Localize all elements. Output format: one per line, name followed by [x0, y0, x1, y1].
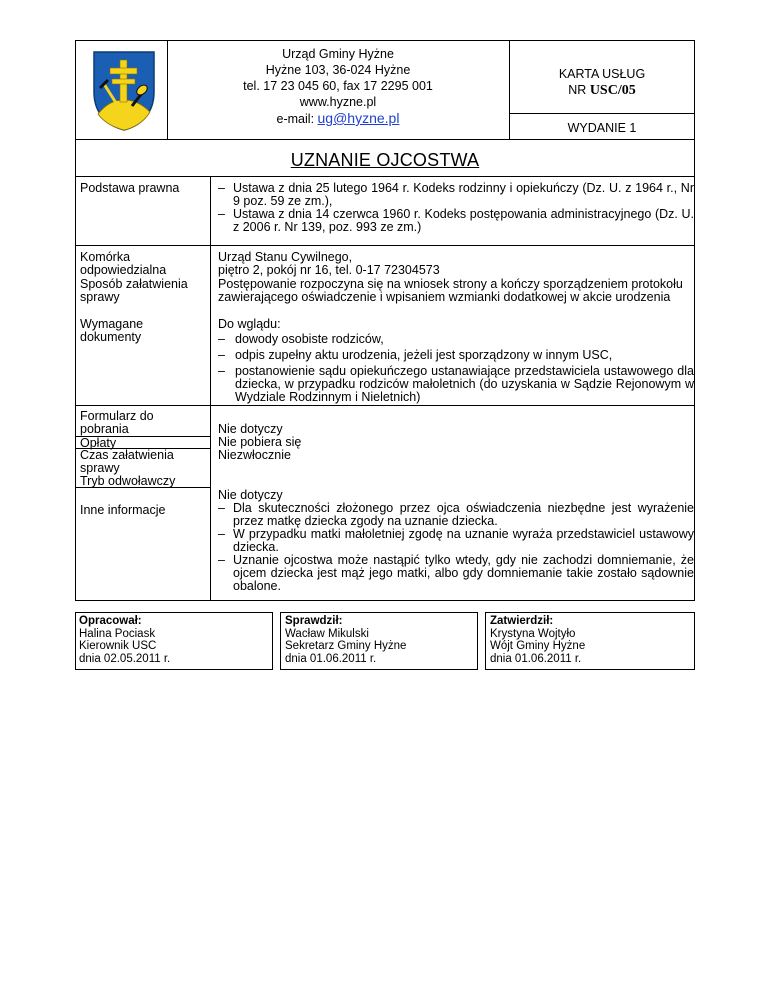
legal-basis-item: – Ustawa z dnia 14 czerwca 1960 r. Kodeks postępowania administracyjnego (Dz. U. z 2006 r. Nr 139, poz. 993 ze zm.) [218, 208, 694, 234]
documents-item: – dowody osobiste rodziców, [218, 333, 694, 346]
approved-date: dnia 01.06.2011 r. [490, 652, 582, 665]
approved-role: Wójt Gminy Hyżne [490, 640, 586, 652]
card-number [510, 82, 694, 99]
row-divider [75, 245, 695, 246]
header-divider-edition [509, 113, 695, 114]
other-item: – Uznanie ojcostwa może nastąpić tylko wtedy, gdy nie zachodzi domniemanie, że ojcem dziecka jest mąż jego matki, albo gdy domniemanie takie zostało sądownie obalone. [218, 554, 694, 593]
prepared-title: Opracował: [79, 615, 142, 627]
card-info [510, 66, 694, 99]
documents-intro: Do wglądu: [218, 317, 281, 331]
unit-value-line: piętro 2, pokój nr 16, tel. 0-17 72304573 [218, 263, 440, 277]
office-address: Hyżne 103, 36-024 Hyżne [265, 63, 411, 77]
legal-basis-label: Podstawa prawna [80, 181, 180, 195]
card-nr-code: USC/05 [589, 83, 636, 98]
approved-name: Krystyna Wojtyło [490, 627, 576, 640]
prepared-date: dnia 02.05.2011 r. [79, 652, 171, 665]
email-label: e-mail: [276, 112, 318, 126]
form-label: Formularz do pobrania [80, 409, 154, 436]
edition: WYDANIE 1 [567, 121, 637, 135]
other-item: – Dla skuteczności złożonego przez ojca oświadczenia niezbędne jest wyrażenie przez matkę dziecka zgody na uznanie dziecka. [218, 502, 694, 528]
crest-logo [92, 50, 156, 132]
legal-basis-item: – Ustawa z dnia 25 lutego 1964 r. Kodeks rodzinny i opiekuńczy (Dz. U. z 1964 r., Nr 9 poz. 59 ze zm.), [218, 182, 694, 208]
documents-value [218, 318, 694, 404]
unit-value-line: Urząd Stanu Cywilnego, [218, 250, 353, 264]
office-info [168, 46, 508, 127]
other-value [218, 502, 694, 593]
approved-block [490, 615, 585, 665]
checked-date: dnia 01.06.2011 r. [285, 652, 377, 665]
form-value: Nie dotyczy [218, 422, 283, 436]
method-label: Sposób załatwienia sprawy [80, 277, 188, 304]
prepared-name: Halina Pociask [79, 627, 156, 640]
unit-value [218, 251, 694, 277]
email-link[interactable]: ug@hyzne.pl [317, 110, 400, 126]
prepared-block [79, 615, 170, 665]
checked-role: Sekretarz Gminy Hyżne [285, 640, 407, 652]
office-website[interactable]: www.hyzne.pl [299, 95, 377, 109]
documents-item: – odpis zupełny aktu urodzenia, jeżeli jest sporządzony w innym USC, [218, 349, 694, 362]
document-title: UZNANIE OJCOSTWA [290, 150, 480, 170]
fees-value: Nie pobiera się [218, 435, 302, 449]
row-divider [75, 405, 695, 406]
appeal-value: Nie dotyczy [218, 488, 283, 502]
method-value: Postępowanie rozpoczyna się na wniosek strony a kończy sporządzeniem protokołu zawierającego oświadczenie i wpisaniem wzmianki dodatkowej w akcie urodzenia [218, 277, 683, 304]
time-label: Czas załatwienia sprawy [80, 448, 174, 475]
checked-block [285, 615, 406, 665]
office-phone-fax: tel. 17 23 045 60, fax 17 2295 001 [243, 79, 433, 93]
approved-title: Zatwierdził: [490, 615, 554, 627]
checked-name: Wacław Mikulski [285, 627, 369, 640]
other-item: – W przypadku matki małoletniej zgodę na uznanie wyraża przedstawiciel ustawowy dziecka. [218, 528, 694, 554]
column-divider [210, 176, 211, 601]
checked-title: Sprawdził: [285, 615, 343, 627]
card-nr-prefix: NR [568, 83, 590, 97]
fees-label: Opłaty [80, 436, 117, 450]
office-name: Urząd Gminy Hyżne [282, 47, 394, 61]
prepared-role: Kierownik USC [79, 640, 157, 652]
legal-basis-list [218, 182, 694, 234]
unit-label: Komórka odpowiedzialna [80, 250, 167, 277]
office-email-line [168, 110, 508, 127]
card-title: KARTA USŁUG [558, 67, 646, 81]
other-label: Inne informacje [80, 503, 166, 517]
documents-item: – postanowienie sądu opiekuńczego ustanawiające przedstawiciela ustawowego dla dziecka, w przypadku rodziców małoletnich (do uzyskania w Sądzie Rejonowym w Wydziale Rodzinnym i Nieletnich) [218, 365, 694, 404]
documents-label: Wymagane dokumenty [80, 317, 144, 344]
title-divider [75, 176, 695, 177]
time-value: Niezwłocznie [218, 448, 291, 462]
appeal-label: Tryb odwoławczy [80, 474, 176, 488]
